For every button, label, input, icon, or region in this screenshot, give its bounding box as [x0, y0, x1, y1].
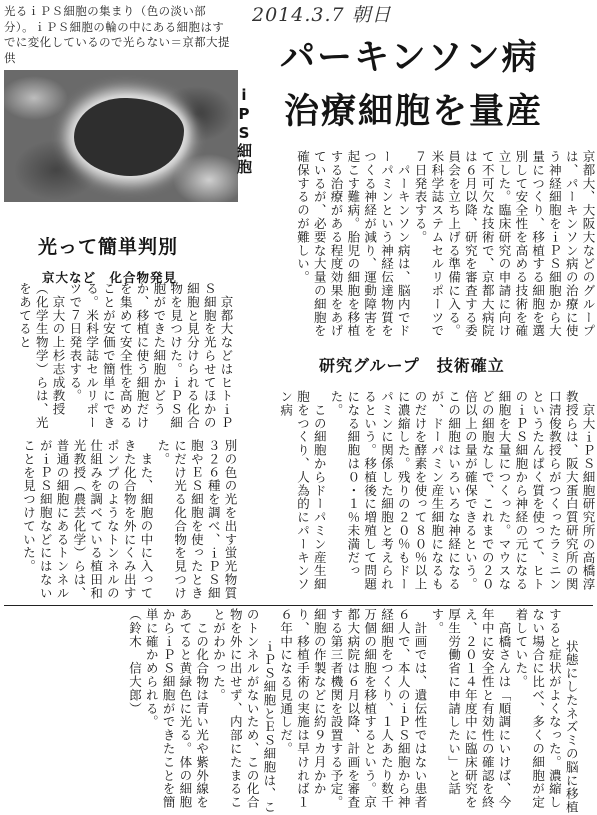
column-divider	[4, 605, 593, 606]
subhead-big: 光って簡単判別	[38, 236, 179, 258]
article-body-bottom-left: ｉＰＳ細胞とＥＳ細胞は、このトンネルがないため、この化合物を外に出せず、内部にたまることがわかった。 この化合物は青い光や紫外線をあてると黄緑色に光る。体の細胞からｉＰＳ細胞ができたことを簡単に確かめられる。 （鈴木 信大郎）	[127, 608, 277, 814]
article-body-top-right: 京都大、大阪大などのグループは、パーキンソン病の治療に使う神経細胞をｉＰＳ細胞から大量につくり、移植する細胞を選別して安全性を高める技術を確立した。臨床研究の申請に向けて不可欠な技術で、京都大病院は６月以降、研究を審査する委員会を立ち上げる準備に入る。米科学誌ステムセルリポーツで７日発表する。 パーキンソン病は、脳内でドーパミンという神経伝達物質をつくる神経が減り、運動障害を起こす難病。胎児の細胞を移植する治療がある程度効果をあげているが、必要な大量の細胞を確保するのが難しい。	[295, 150, 596, 338]
article-body-bottom-right: 状態にしたネズミの脳に移植すると症状がよくなった。濃縮しない場合に比べ、多くの細胞が定着していた。 高橋さんは「順調にいけば、今年中に安全性と有効性の確認を終え、２０１４年度中に臨床研究を厚生労働省に申請したい」と話す。 計画では、遺伝性ではない患者６人で、本人のｉＰＳ細胞から神経細胞をつくり、１人あたり数千万個の細胞を移植するという。京都大病院は６月以降、計画を審査する第三者機関を設置する予定。細胞の作製などに約９カ月かかり、移植手術の実施は早ければ１６年中になる見通しだ。	[278, 608, 580, 814]
section-head: 研究グループ 技術確立	[319, 356, 505, 375]
headline-main-2: 治療細胞を量産	[284, 91, 544, 132]
sub-article-body-2: 別の色の光を出す蛍光物質３２６種を調べ、ｉＰＳ細胞やＥＳ細胞を使ったときにだけ光る化合物を見つけた。 また、細胞の中に入ってきた化合物を外にくみ出すポンプのようなトンネルの仕組みを調べている植田和光教授（農芸化学）らは、普通の細胞にあるトンネルがｉＰＳ細胞などにはないことを見つけていた。	[21, 439, 238, 600]
photo-caption: 光るｉＰＳ細胞の集まり（色の淡い部分）。ｉＰＳ細胞の輪の中にある細胞はすでに変化しているので光らない＝京都大提供	[4, 4, 230, 65]
handwritten-date: 2014.3.7 朝日	[252, 4, 392, 26]
headline-main-1: パーキンソン病	[280, 37, 539, 78]
article-body-bottom	[4, 608, 596, 814]
subhead-small: 京大など 化合物発見	[42, 270, 178, 285]
sub-article-body-1: 京都大などはヒトｉＰＳ細胞を光らせてほかの細胞と見分けられる化合物を見つけた。ｉＰＳ細胞ができた細胞かどうか、移植に使う細胞だけを集めて安全性を高めることが安価で簡単にできる。米科学誌セルリポーツで７日発表する。 京大の上杉志成教授（化学生物学）らは、光をあてると	[17, 282, 234, 430]
headline-kicker: iPS細胞	[235, 86, 253, 175]
cell-photo	[4, 70, 238, 202]
article-body-middle: 京大ｉＰＳ細胞研究所の高橋淳教授らは、阪大蛋白質研究所の関口清俊教授らがつくったラミニンというたんぱく質を使って、ヒトのｉＰＳ細胞から神経の元になる細胞を大量につくった。マウスなどの細胞なしで、これまでの２０倍以上の量が確保できるという。この細胞はいろいろな神経になるが、ドーパミン産生細胞になるものだけを酵素を使って８０％以上に濃縮した。残りの２０％もドーパミンに関係した細胞と考えられるという。移植後に増殖して問題になる細胞は０・１％未満だった。 この細胞からドーパミン産生細胞をつくり、人為的にパーキンソン病	[278, 390, 596, 591]
